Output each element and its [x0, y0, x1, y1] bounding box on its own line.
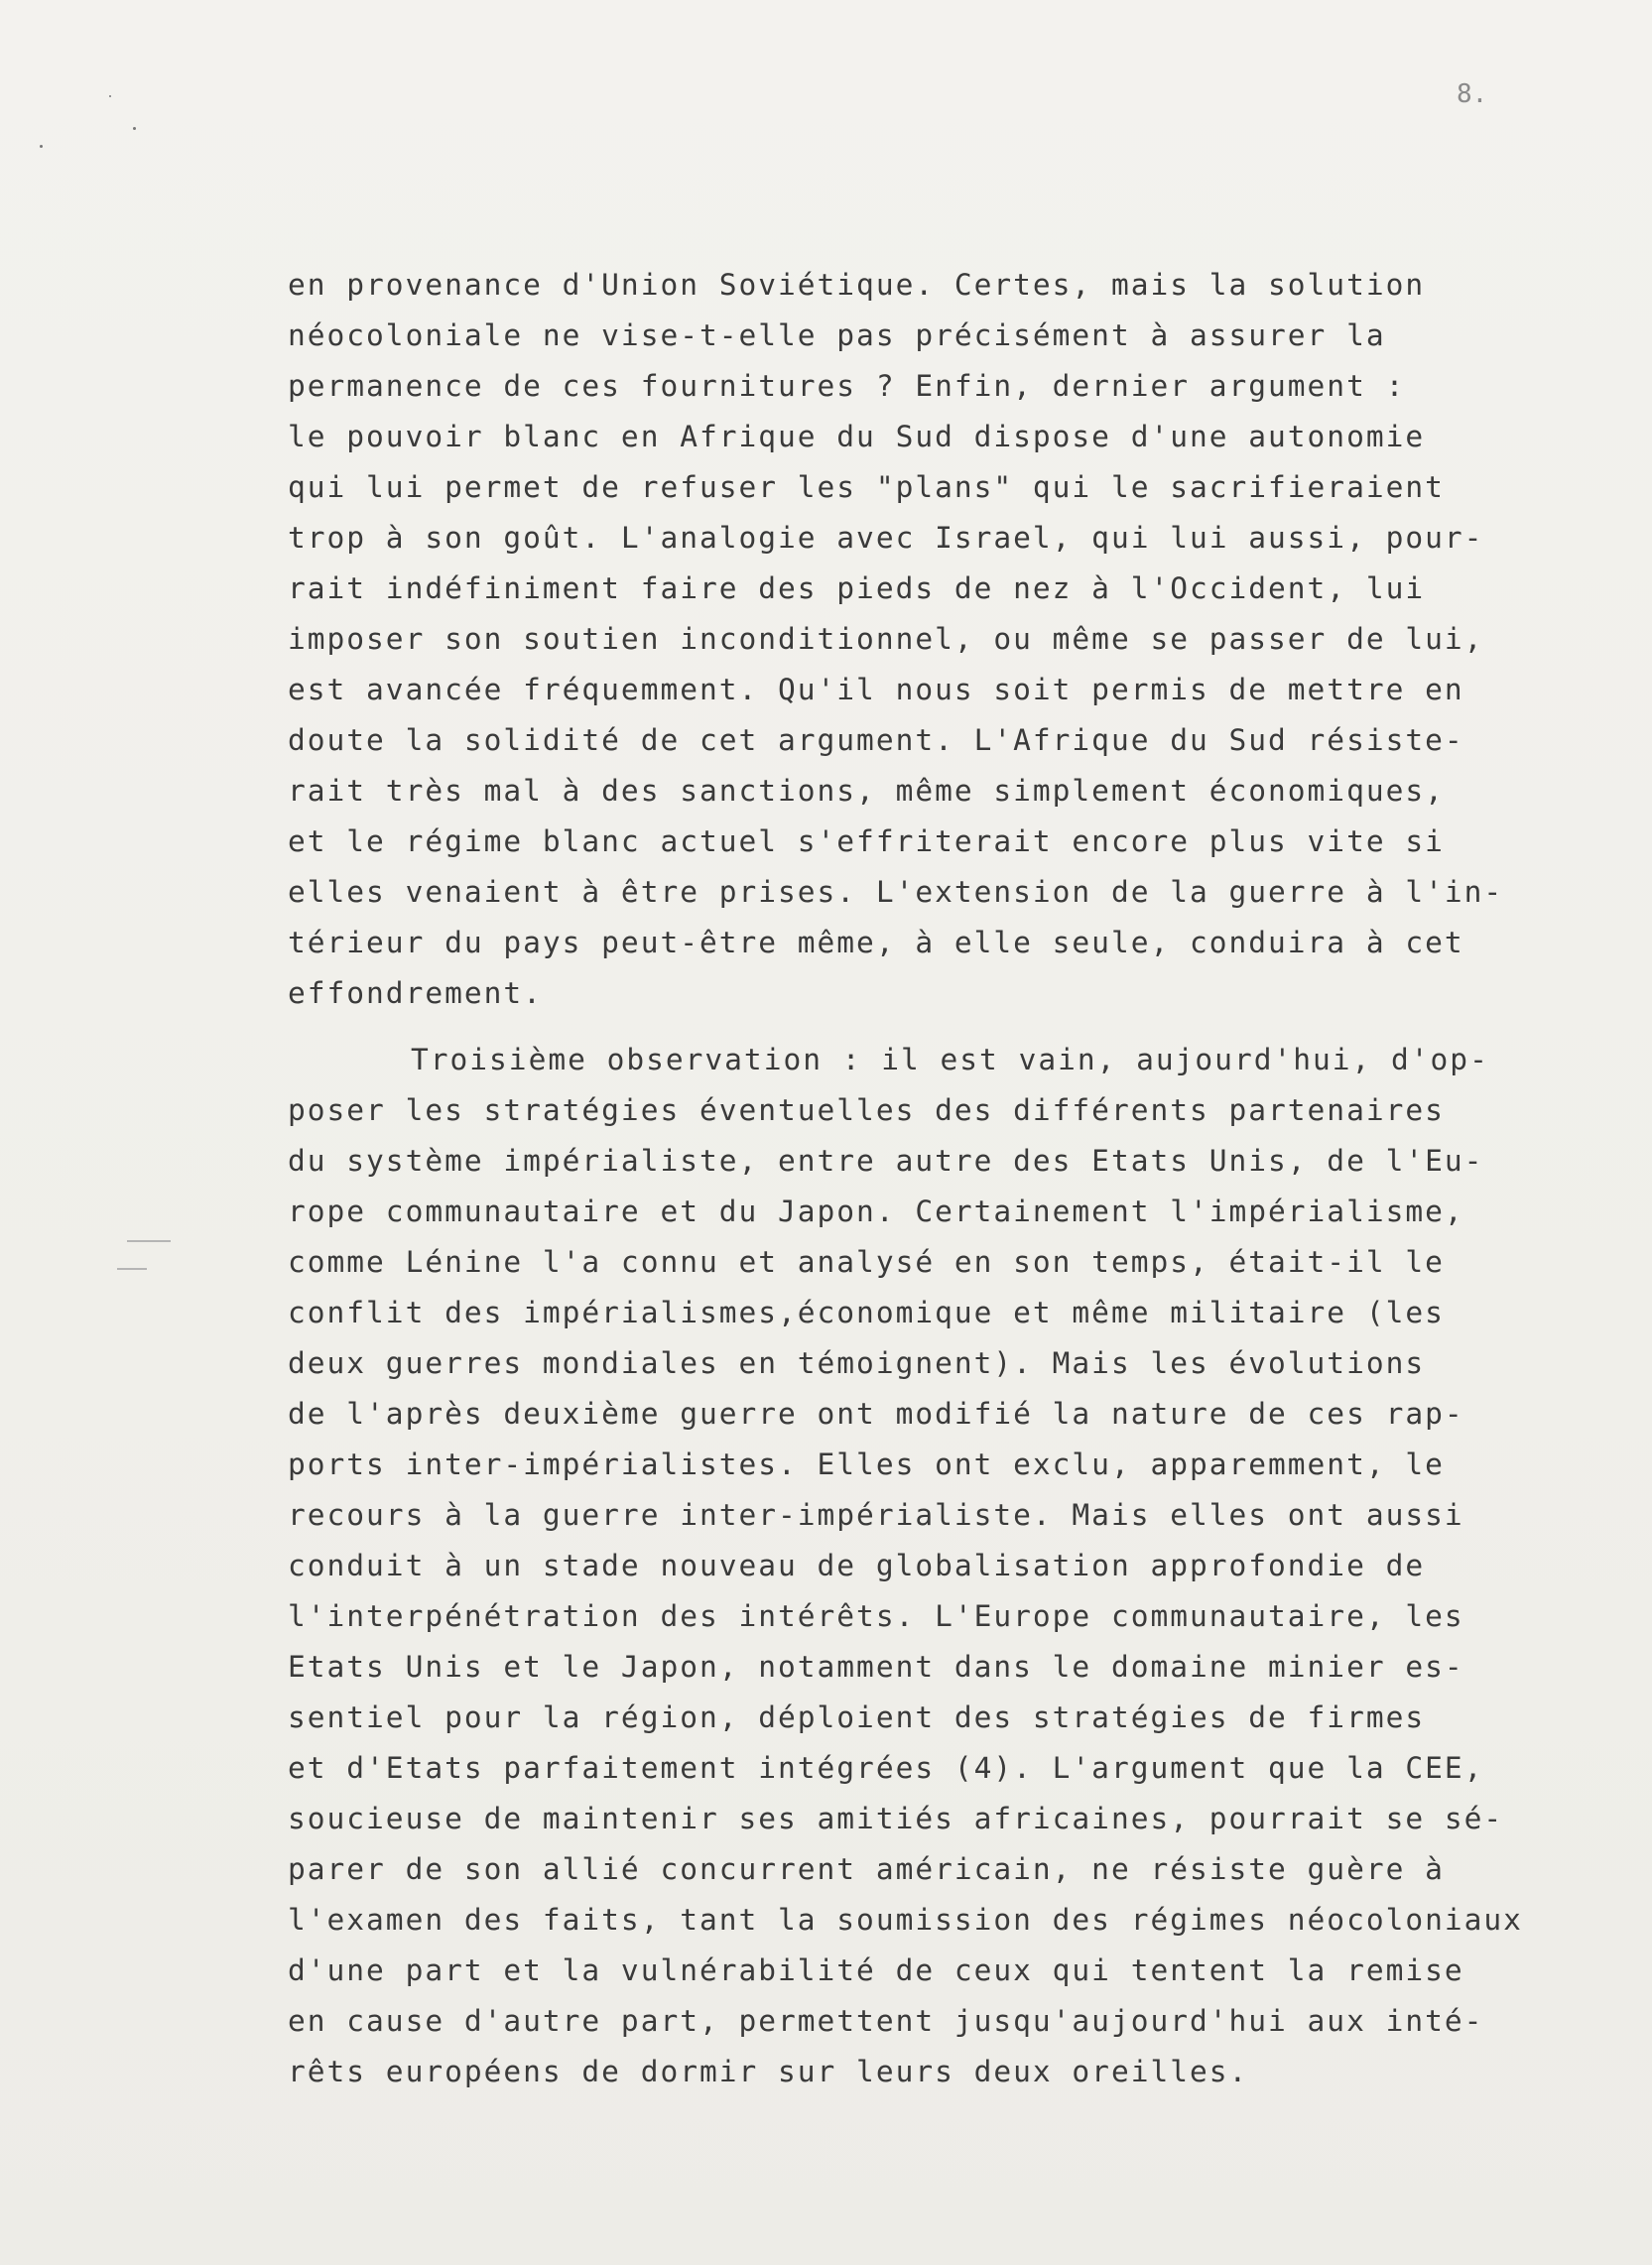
text-line: néocoloniale ne vise-t-elle pas précisément à assurer la	[288, 318, 1386, 352]
text-line: l'examen des faits, tant la soumission des régimes néocoloniaux	[288, 1903, 1523, 1937]
text-line: rait indéfiniment faire des pieds de nez à l'Occident, lui	[288, 571, 1426, 605]
text-line: effondrement.	[288, 976, 543, 1010]
text-line: qui lui permet de refuser les "plans" qui le sacrifieraient	[288, 470, 1445, 504]
text-line: ports inter-impérialistes. Elles ont exclu, apparemment, le	[288, 1447, 1445, 1481]
text-line: en cause d'autre part, permettent jusqu'aujourd'hui aux inté-	[288, 2004, 1484, 2038]
text-line: du système impérialiste, entre autre des Etats Unis, de l'Eu-	[288, 1144, 1484, 1178]
text-line: trop à son goût. L'analogie avec Israel, qui lui aussi, pour-	[288, 521, 1484, 555]
text-line: térieur du pays peut-être même, à elle seule, conduira à cet	[288, 926, 1464, 959]
text-line: et le régime blanc actuel s'effriterait encore plus vite si	[288, 824, 1445, 858]
text-line: conflit des impérialismes,économique et même militaire (les	[288, 1296, 1445, 1329]
paper-speck	[133, 127, 136, 130]
text-line: deux guerres mondiales en témoignent). Mais les évolutions	[288, 1346, 1426, 1380]
text-line: conduit à un stade nouveau de globalisation approfondie de	[288, 1549, 1426, 1582]
text-line: recours à la guerre inter-impérialiste. Mais elles ont aussi	[288, 1498, 1464, 1532]
text-line: de l'après deuxième guerre ont modifié la nature de ces rap-	[288, 1397, 1464, 1431]
paragraph-gap	[288, 1019, 1538, 1035]
text-line: rope communautaire et du Japon. Certainement l'impérialisme,	[288, 1195, 1464, 1228]
text-line: doute la solidité de cet argument. L'Afrique du Sud résiste-	[288, 723, 1464, 757]
text-line: le pouvoir blanc en Afrique du Sud dispose d'une autonomie	[288, 420, 1426, 453]
text-line: et d'Etats parfaitement intégrées (4). L'argument que la CEE,	[288, 1751, 1484, 1785]
text-line: soucieuse de maintenir ses amitiés africaines, pourrait se sé-	[288, 1802, 1504, 1835]
text-line: rait très mal à des sanctions, même simplement économiques,	[288, 774, 1445, 808]
paper-scuff	[117, 1268, 147, 1270]
text-line: poser les stratégies éventuelles des différents partenaires	[288, 1093, 1445, 1127]
text-line: comme Lénine l'a connu et analysé en son temps, était-il le	[288, 1245, 1445, 1279]
text-line: parer de son allié concurrent américain, ne résiste guère à	[288, 1852, 1445, 1886]
text-line: permanence de ces fournitures ? Enfin, dernier argument :	[288, 369, 1406, 403]
body-text	[288, 260, 1538, 2097]
paper-speck	[109, 95, 111, 97]
text-line: est avancée fréquemment. Qu'il nous soit permis de mettre en	[288, 673, 1464, 706]
paragraph	[288, 1035, 1538, 2097]
paragraph	[288, 260, 1538, 1019]
text-line: en provenance d'Union Soviétique. Certes, mais la solution	[288, 268, 1426, 302]
text-line: d'une part et la vulnérabilité de ceux qui tentent la remise	[288, 1953, 1464, 1987]
page-number: 8.	[1457, 79, 1488, 109]
text-line: Troisième observation : il est vain, aujourd'hui, d'op-	[411, 1043, 1489, 1076]
text-line: imposer son soutien inconditionnel, ou même se passer de lui,	[288, 622, 1484, 656]
text-line: elles venaient à être prises. L'extension de la guerre à l'in-	[288, 875, 1504, 909]
text-line: l'interpénétration des intérêts. L'Europe communautaire, les	[288, 1599, 1464, 1633]
paper-scuff	[127, 1240, 171, 1242]
text-line: sentiel pour la région, déploient des stratégies de firmes	[288, 1700, 1426, 1734]
text-line: rêts européens de dormir sur leurs deux oreilles.	[288, 2055, 1249, 2088]
text-line: Etats Unis et le Japon, notamment dans le domaine minier es-	[288, 1650, 1464, 1684]
paper-speck	[40, 145, 43, 148]
